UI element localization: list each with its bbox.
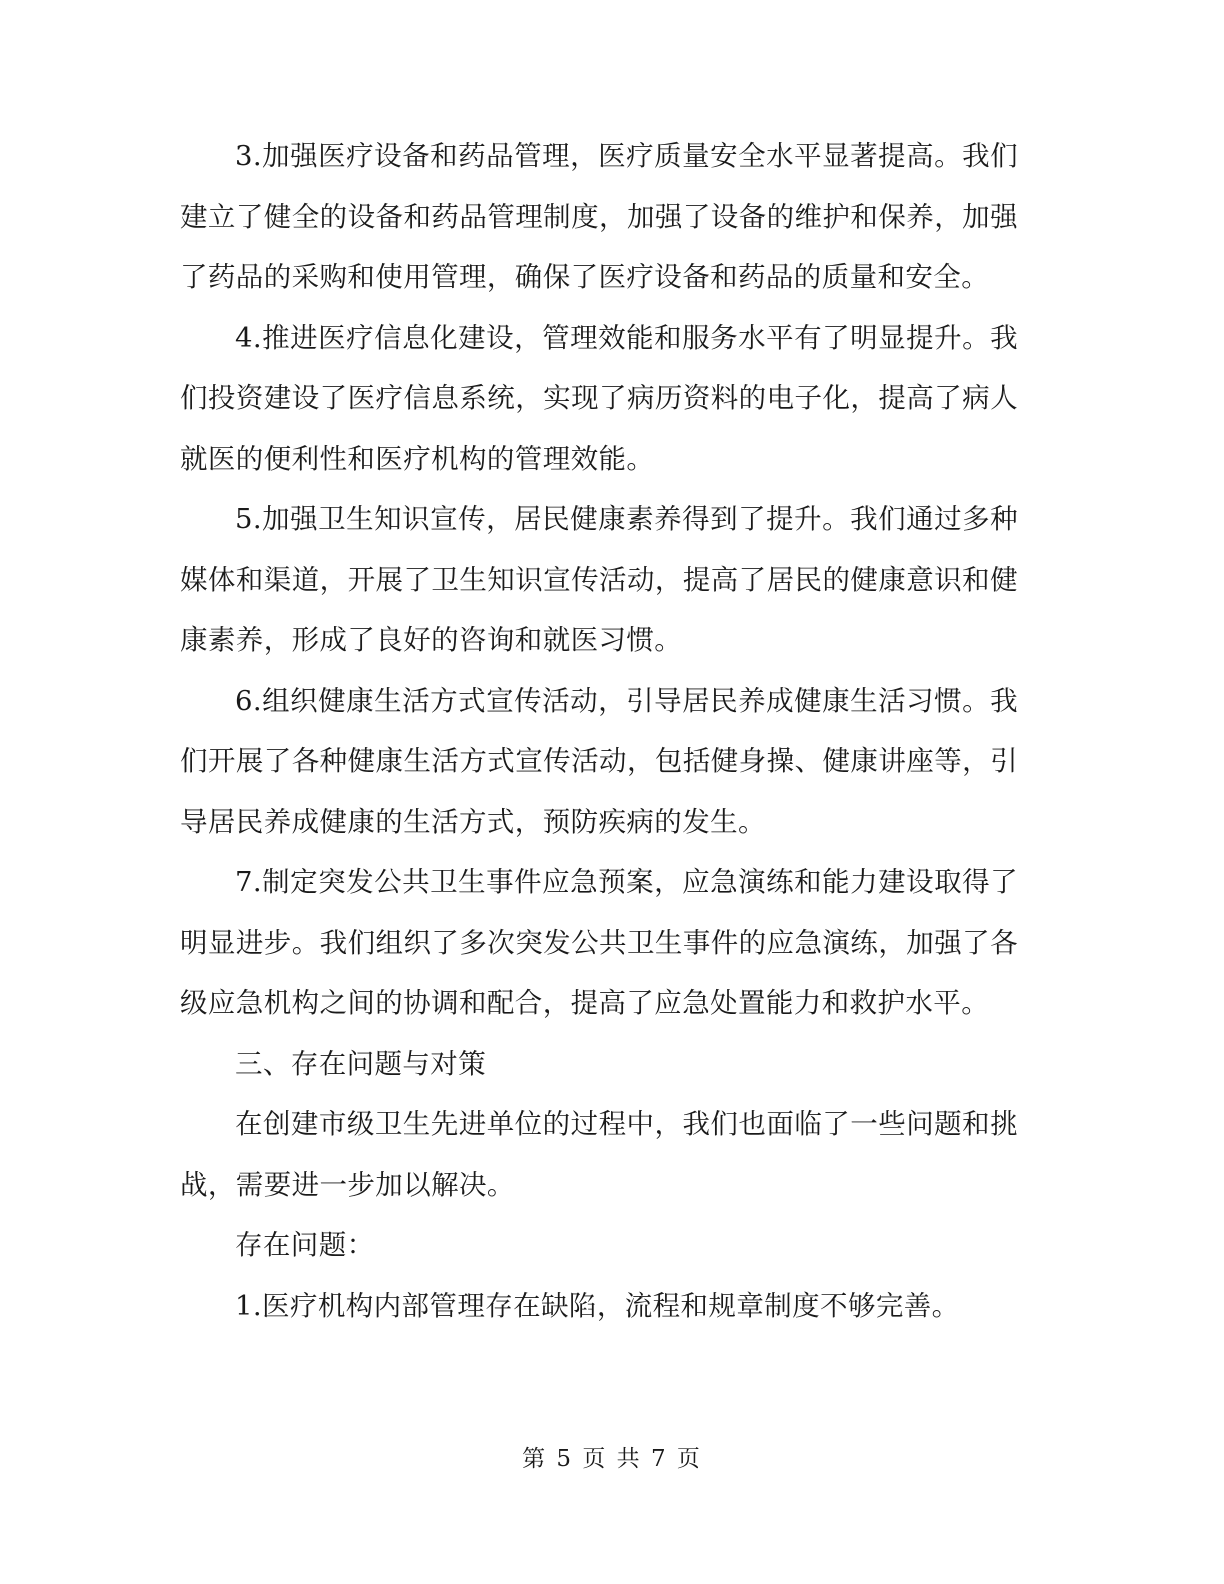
- paragraph-equipment-drug-management: 3.加强医疗设备和药品管理，医疗质量安全水平显著提高。我们建立了健全的设备和药品管理制度，加强了设备的维护和保养，加强了药品的采购和使用管理，确保了医疗设备和药品的质量和安全。: [180, 140, 1018, 293]
- paragraph-health-knowledge-promotion: 5.加强卫生知识宣传，居民健康素养得到了提升。我们通过多种媒体和渠道，开展了卫生知识宣传活动，提高了居民的健康意识和健康素养，形成了良好的咨询和就医习惯。: [180, 503, 1018, 656]
- subheading-existing-problems: 存在问题：: [235, 1229, 375, 1261]
- document-body: [180, 126, 1018, 1336]
- paragraph-healthy-lifestyle: 6.组织健康生活方式宣传活动，引导居民养成健康生活习惯。我们开展了各种健康生活方式宣传活动，包括健身操、健康讲座等，引导居民养成健康的生活方式，预防疾病的发生。: [180, 684, 1018, 838]
- section-heading-problems-countermeasures: 三、存在问题与对策: [235, 1047, 487, 1080]
- page-number-footer: 第 5 页 共 7 页: [522, 1446, 702, 1472]
- paragraph-emergency-plan: 7.制定突发公共卫生事件应急预案，应急演练和能力建设取得了明显进步。我们组织了多次突发公共卫生事件的应急演练，加强了各级应急机构之间的协调和配合，提高了应急处置能力和救护水平。: [180, 866, 1018, 1019]
- paragraph-medical-informatization: 4.推进医疗信息化建设，管理效能和服务水平有了明显提升。我们投资建设了医疗信息系统，实现了病历资料的电子化，提高了病人就医的便利性和医疗机构的管理效能。: [180, 321, 1018, 475]
- paragraph-challenges-intro: 在创建市级卫生先进单位的过程中，我们也面临了一些问题和挑战，需要进一步加以解决。: [180, 1108, 1018, 1201]
- paragraph-problem-1: 1.医疗机构内部管理存在缺陷，流程和规章制度不够完善。: [235, 1289, 960, 1322]
